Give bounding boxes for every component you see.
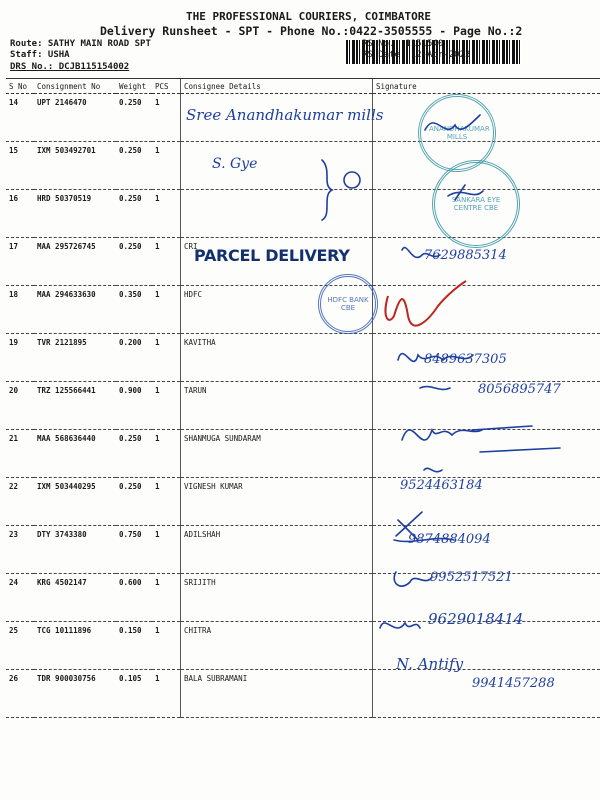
- row-consignment-no: TCG 10111896: [34, 622, 116, 670]
- row-weight: 0.105: [116, 670, 152, 718]
- handwriting-row20-phone: 8056895747: [478, 382, 561, 397]
- row-consignment-no: TRZ 125566441: [34, 382, 116, 430]
- row-consignment-no: TVR 2121895: [34, 334, 116, 382]
- row-sno: 25: [6, 622, 34, 670]
- row-consignee: HDFC: [181, 286, 373, 334]
- row-sno: 16: [6, 190, 34, 238]
- row-pcs: 1: [152, 430, 181, 478]
- row-weight: 0.250: [116, 478, 152, 526]
- row-weight: 0.250: [116, 94, 152, 142]
- table-row: [6, 334, 600, 382]
- col-sno: S No: [6, 79, 34, 94]
- row-consignment-no: DTY 3743380: [34, 526, 116, 574]
- handwriting-row14-name: Sree Anandhakumar mills: [186, 106, 384, 124]
- row-consignee: TARUN: [181, 382, 373, 430]
- handwriting-row26-phone: 9941457288: [472, 676, 555, 691]
- row-consignee: KAVITHA: [181, 334, 373, 382]
- row-weight: 0.200: [116, 334, 152, 382]
- row-consignment-no: IXM 503440295: [34, 478, 116, 526]
- row-sno: 17: [6, 238, 34, 286]
- row-signature: [373, 430, 600, 478]
- row-consignment-no: TDR 900030756: [34, 670, 116, 718]
- row-consignment-no: MAA 294633630: [34, 286, 116, 334]
- row-sno: 22: [6, 478, 34, 526]
- runsheet-subtitle: Delivery Runsheet - SPT - Phone No.:0422-3505555 - Page No.:2: [100, 24, 523, 38]
- rs-number: RS No.: 1151540: [362, 39, 444, 49]
- row-pcs: 1: [152, 526, 181, 574]
- row-weight: 0.250: [116, 142, 152, 190]
- row-pcs: 1: [152, 670, 181, 718]
- row-weight: 0.350: [116, 286, 152, 334]
- row-sno: 19: [6, 334, 34, 382]
- row-consignment-no: HRD 50370519: [34, 190, 116, 238]
- drs-number: DRS No.: DCJB115154002: [10, 62, 130, 72]
- handwriting-row23-phone: 9874884094: [408, 532, 491, 547]
- row-pcs: 1: [152, 142, 181, 190]
- row-weight: 0.900: [116, 382, 152, 430]
- row-consignee: VIGNESH KUMAR: [181, 478, 373, 526]
- handwriting-row17-phone: 7629885314: [424, 248, 507, 263]
- row-weight: 0.250: [116, 430, 152, 478]
- row-pcs: 1: [152, 382, 181, 430]
- row-consignment-no: MAA 295726745: [34, 238, 116, 286]
- handwriting-row19-phone: 8489637305: [424, 352, 507, 367]
- row-pcs: 1: [152, 286, 181, 334]
- row-consignee: SHANMUGA SUNDARAM: [181, 430, 373, 478]
- row-consignment-no: IXM 503492701: [34, 142, 116, 190]
- row-consignee: CHITRA: [181, 622, 373, 670]
- row-consignee: SRIJITH: [181, 574, 373, 622]
- row-sno: 14: [6, 94, 34, 142]
- table-row: [6, 430, 600, 478]
- col-consignee: Consignee Details: [181, 79, 373, 94]
- row-consignee: ADILSHAH: [181, 526, 373, 574]
- row-pcs: 1: [152, 478, 181, 526]
- col-pcs: PCS: [152, 79, 181, 94]
- rs-date: RS Date: 12-Apr-2023: [362, 50, 471, 60]
- row-sno: 18: [6, 286, 34, 334]
- hdfc-stamp: HDFC BANK CBE: [318, 274, 378, 334]
- row-weight: 0.600: [116, 574, 152, 622]
- row-sno: 15: [6, 142, 34, 190]
- handwriting-row15-name: S. Gye: [212, 156, 258, 172]
- table-row: [6, 286, 600, 334]
- col-weight: Weight: [116, 79, 152, 94]
- table-row: [6, 622, 600, 670]
- col-consignment: Consignment No: [34, 79, 116, 94]
- row-pcs: 1: [152, 622, 181, 670]
- row-sno: 20: [6, 382, 34, 430]
- handwriting-row26-name: N. Antify: [396, 655, 464, 673]
- row-sno: 23: [6, 526, 34, 574]
- row-consignee: CRI: [181, 238, 373, 286]
- eye-centre-stamp: SANKARA EYE CENTRE CBE: [432, 160, 520, 248]
- row-pcs: 1: [152, 238, 181, 286]
- row-consignment-no: UPT 2146470: [34, 94, 116, 142]
- staff-label: Staff: USHA: [10, 50, 70, 60]
- row-pcs: 1: [152, 334, 181, 382]
- handwriting-row25-phone: 9629018414: [428, 610, 524, 628]
- row-pcs: 1: [152, 190, 181, 238]
- table-row: [6, 526, 600, 574]
- row-weight: 0.150: [116, 622, 152, 670]
- row-weight: 0.250: [116, 190, 152, 238]
- row-weight: 0.750: [116, 526, 152, 574]
- row-sno: 24: [6, 574, 34, 622]
- row-consignee: BALA SUBRAMANI: [181, 670, 373, 718]
- row-consignment-no: MAA 568636440: [34, 430, 116, 478]
- row-consignee: [181, 190, 373, 238]
- row-weight: 0.250: [116, 238, 152, 286]
- document-title: THE PROFESSIONAL COURIERS, COIMBATORE: [186, 10, 432, 23]
- row-sno: 21: [6, 430, 34, 478]
- row-consignment-no: KRG 4502147: [34, 574, 116, 622]
- table-header-row: [6, 79, 600, 94]
- row-consignee: [181, 142, 373, 190]
- row-pcs: 1: [152, 94, 181, 142]
- mills-stamp: ANANDHAKUMAR MILLS: [418, 94, 496, 172]
- row-signature: [373, 286, 600, 334]
- table-row: [6, 478, 600, 526]
- row-pcs: 1: [152, 574, 181, 622]
- col-signature: Signature: [373, 79, 600, 94]
- parcel-delivery-stamp: PARCEL DELIVERY: [194, 246, 350, 265]
- row-sno: 26: [6, 670, 34, 718]
- route-label: Route: SATHY MAIN ROAD SPT: [10, 39, 151, 49]
- handwriting-row22-phone: 9524463184: [400, 478, 483, 493]
- handwriting-row24-phone: 9952517521: [430, 570, 513, 585]
